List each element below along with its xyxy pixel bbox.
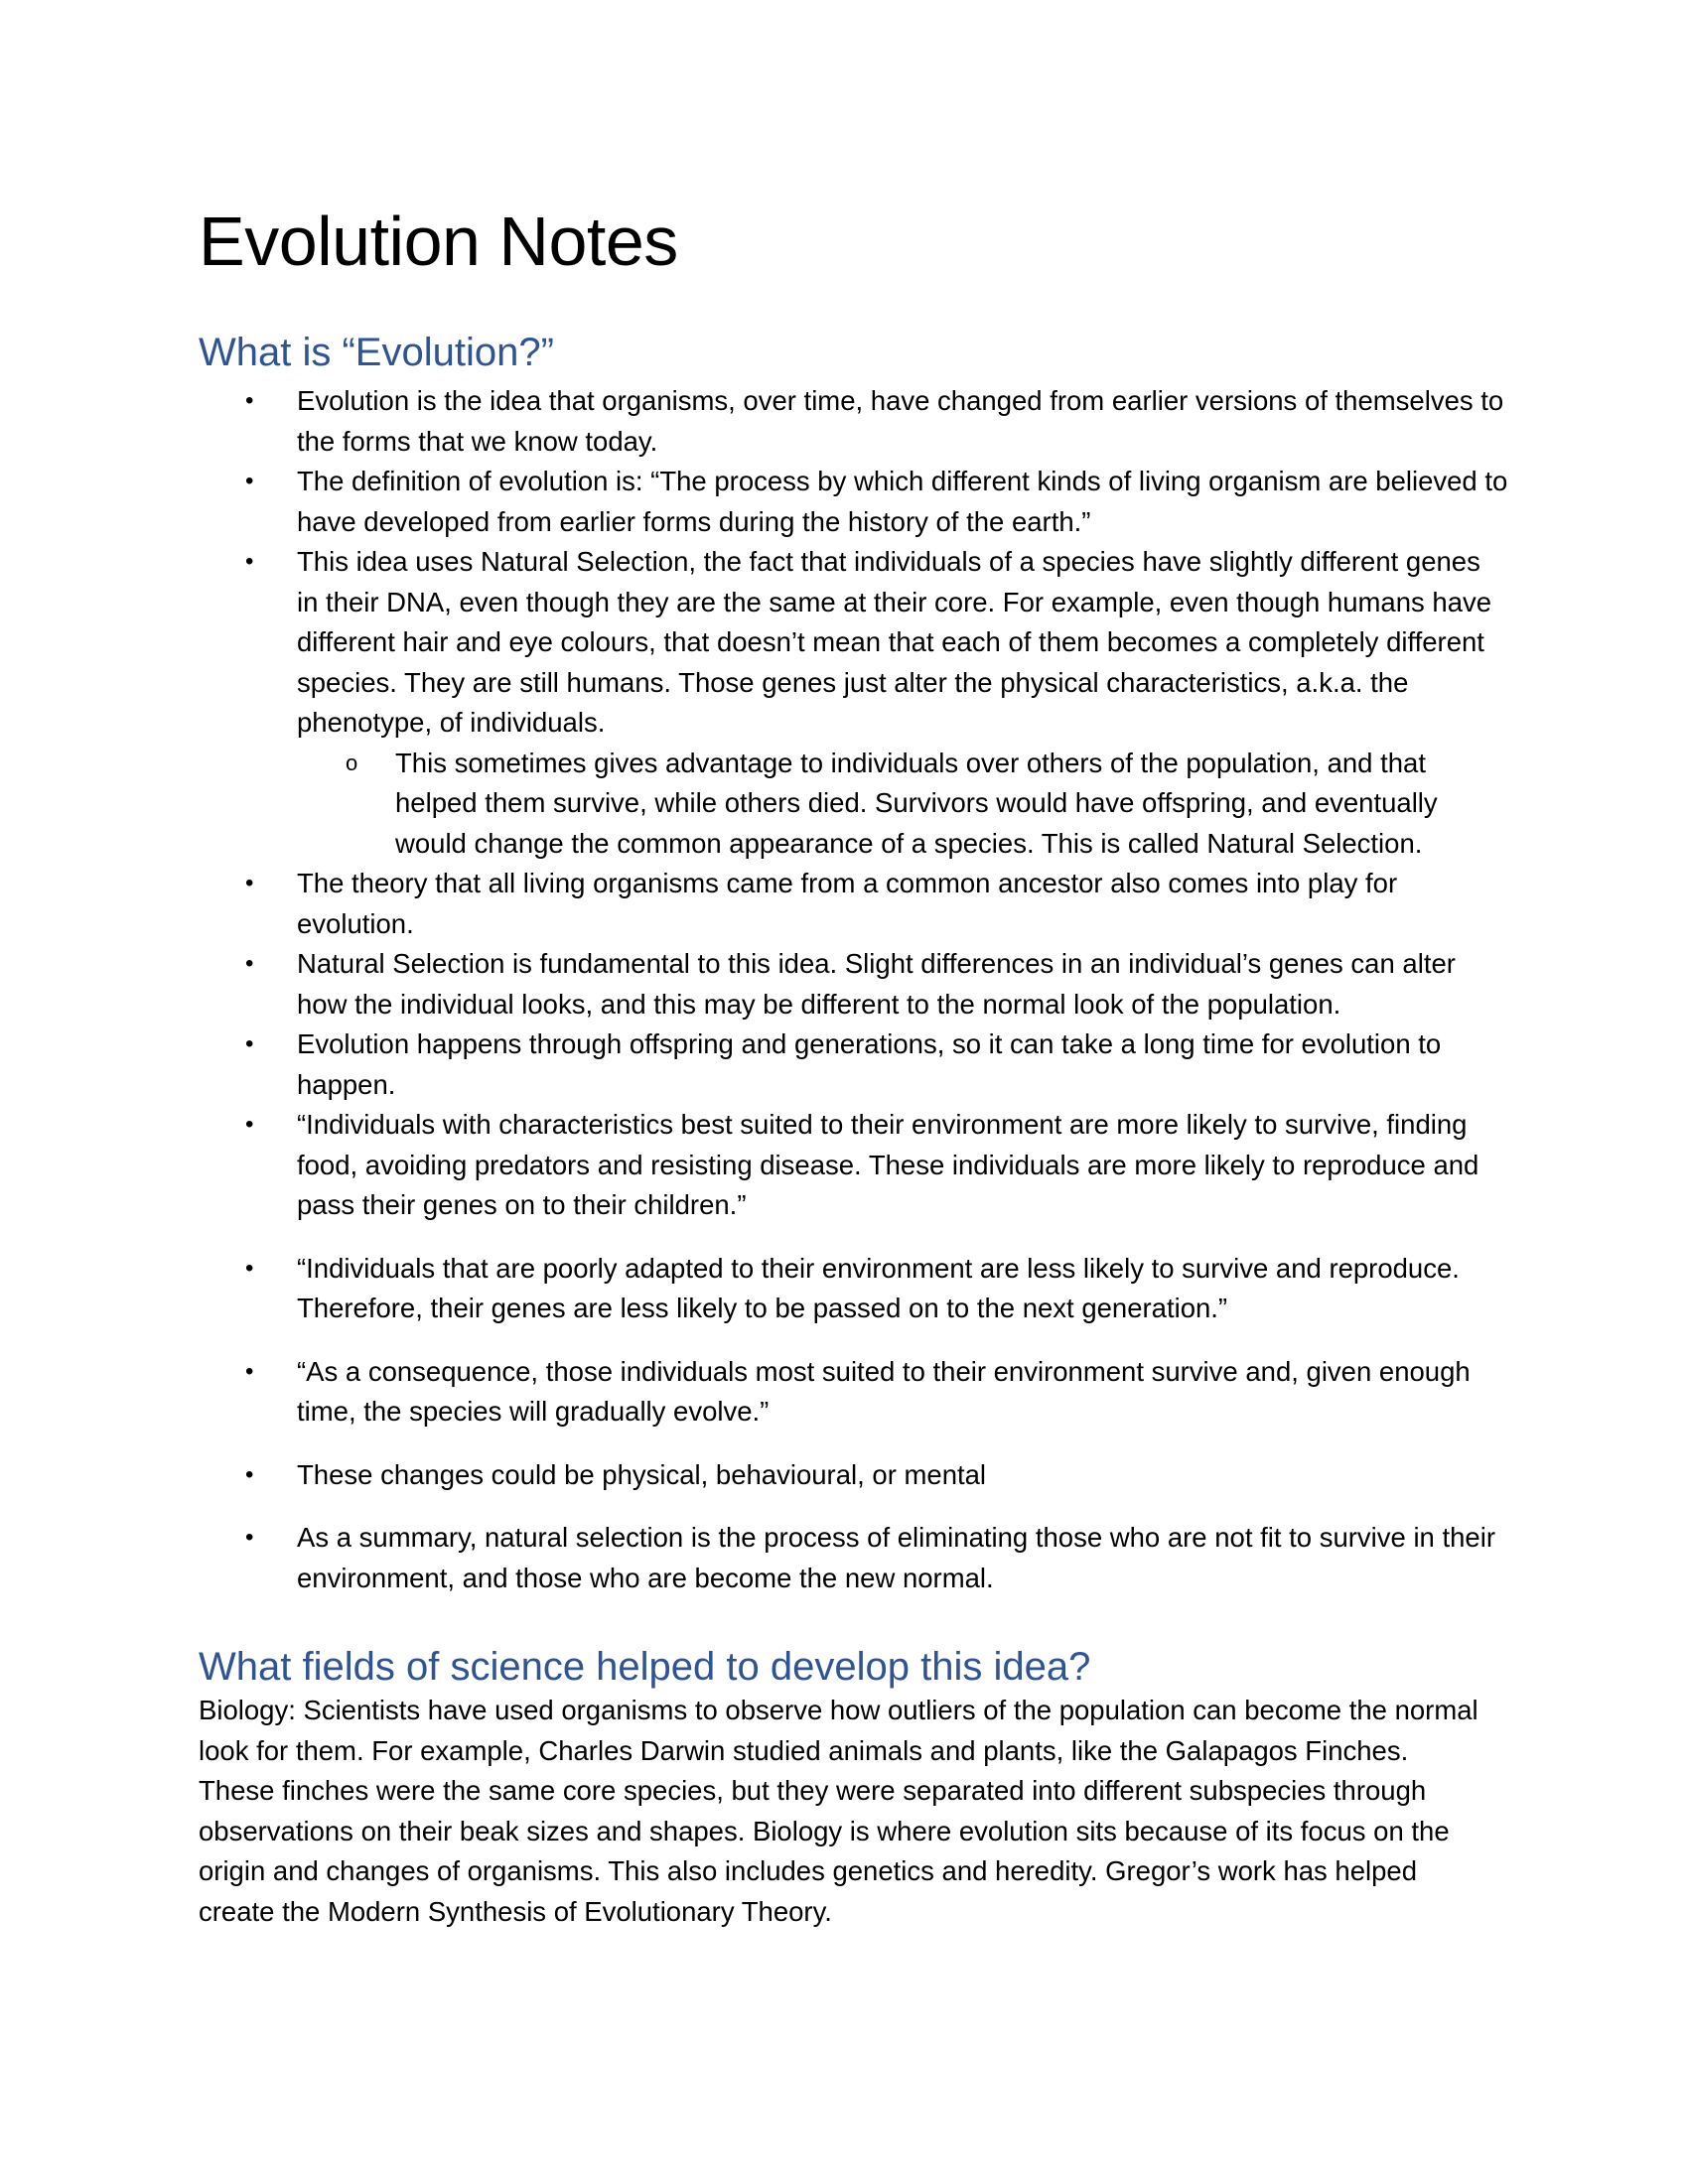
sub-list-item [0,744,1468,865]
sub-list-item-text: This sometimes gives advantage to individuals over others of the population, and that helped them survive, while others died. Survivors would have offspring, and eventually would change the common appearance of a species. This is called Natural Selection. [395,747,1438,859]
list-item-text: The definition of evolution is: “The process by which different kinds of living organism are believed to have developed from earlier forms during the history of the earth.” [297,466,1508,537]
evolution-bullet-list [0,381,1688,1598]
section-heading-fields-of-science: What fields of science helped to develop this idea? [199,1645,1091,1689]
bullet-marker: • [245,950,254,977]
list-item [0,1455,1508,1496]
list-item [0,462,1508,542]
bullet-marker: • [245,1357,254,1385]
list-item-text: Evolution is the idea that organisms, over time, have changed from earlier versions of themselves to the forms that we know today. [297,385,1504,457]
list-item [0,1249,1508,1329]
list-item-text: “Individuals with characteristics best suited to their environment are more likely to survive, finding food, avoiding predators and resisting disease. These individuals are more likely to reproduce and pass their genes on to their children.” [297,1109,1479,1220]
list-item [0,1518,1508,1598]
list-item-text: Natural Selection is fundamental to this idea. Slight differences in an individual’s genes can alter how the individual looks, and this may be different to the normal look of the population. [297,948,1456,1020]
document-title: Evolution Notes [199,203,678,280]
list-item-text: These changes could be physical, behavioural, or mental [297,1458,987,1490]
list-item [0,1024,1508,1105]
bullet-marker: • [245,870,254,896]
bullet-marker: • [245,1460,254,1488]
bullet-marker: • [245,548,254,575]
bullet-marker: • [245,387,254,414]
list-item [0,542,1508,744]
bullet-marker: • [245,1524,254,1551]
bullet-marker: • [245,1111,254,1138]
bullet-marker: • [245,1254,254,1282]
list-item-text: The theory that all living organisms came from a common ancestor also comes into play for evolution. [297,868,1398,939]
list-item [0,864,1508,944]
list-item [0,1105,1508,1226]
list-item [0,381,1508,462]
list-item [0,944,1508,1024]
list-item-text: As a summary, natural selection is the process of eliminating those who are not fit to survive in their environment, and those who are become the new normal. [297,1522,1495,1593]
bullet-marker: • [245,468,254,494]
list-item-text: “As a consequence, those individuals most suited to their environment survive and, given enough time, the species will gradually evolve.” [297,1355,1471,1427]
sub-bullet-marker: o [346,750,358,775]
list-item-text: Evolution happens through offspring and generations, so it can take a long time for evolution to happen. [297,1028,1442,1100]
list-item-text: This idea uses Natural Selection, the fact that individuals of a species have slightly different genes in their DNA, even though they are the same at their core. For example, even though humans have different hair and eye colours, that doesn’t mean that each of them becomes a completely different species. They are still humans. Those genes just alter the physical characteristics, a.k.a. the phenotype, of individuals. [297,546,1492,738]
list-item-text: “Individuals that are poorly adapted to their environment are less likely to survive and reproduce. Therefore, their genes are less likely to be passed on to the next generation.” [297,1252,1460,1323]
section-heading-what-is-evolution: What is “Evolution?” [199,331,554,374]
list-item [0,1352,1508,1433]
bullet-marker: • [245,1030,254,1057]
biology-paragraph: Biology: Scientists have used organisms to observe how outliers of the population can become the normal look for them. For example, Charles Darwin studied animals and plants, like the Galapagos Finches. These finches were the same core species, but they were separated into different subspecies through observations on their beak sizes and shapes. Biology is where evolution sits because of its focus on the origin and changes of organisms. This also includes genetics and heredity. Gregor’s work has helped create the Modern Synthesis of Evolutionary Theory. [199,1695,1478,1927]
